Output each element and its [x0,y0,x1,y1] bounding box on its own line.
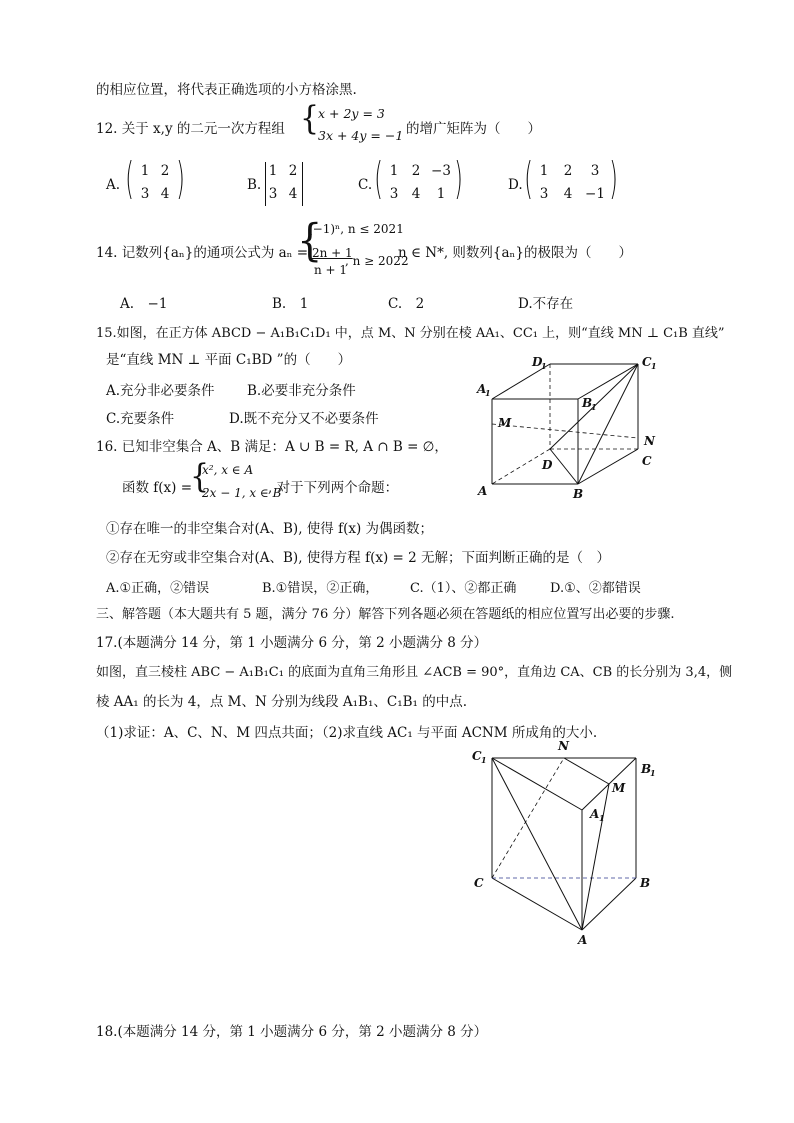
cube-figure [470,352,670,502]
matrix-cell: −1 [585,186,605,202]
q16-function-suffix: , 对于下列两个命题： [268,480,399,496]
q14-stem: 14. 记数列{aₙ}的通项公式为 aₙ = [96,245,309,261]
prism-label-b: B [640,876,651,890]
prism-label-c1: C [472,749,482,763]
matrix-cell: 3 [268,186,278,202]
q17-body-line-3: （1)求证：A、C、N、M 四点共面；（2)求直线 AC₁ 与平面 ACNM 所成角的大小. [96,725,598,741]
prism-label-m: M [612,781,626,795]
q16-proposition-2: ②存在无穷或非空集合对(A、B), 使得方程 f(x) = 2 无解；下面判断正确的是（ ） [106,550,610,566]
q14-option-b[interactable]: B. 1 [272,296,309,312]
prism-label-a1: A [590,807,600,821]
q12-option-a-label[interactable]: A. [106,177,121,193]
cube-label-b: B [573,487,584,501]
matrix-cell: 3 [539,186,549,202]
matrix-cell: 1 [268,163,278,179]
q14-option-c[interactable]: C. 2 [388,296,425,312]
q12-option-c-label[interactable]: C. [358,177,373,193]
right-paren: ) [176,153,185,204]
q16-function-prefix: 函数 f(x) = [122,480,193,496]
q16-option-c[interactable]: C.（1）、②都正确 [410,581,517,596]
q12-suffix: 的增广矩阵为（ ） [406,121,541,137]
q16-option-a[interactable]: A.①正确，②错误 [106,581,210,596]
q16-case-2: 2x − 1, x ∈ B [202,486,282,500]
matrix-cell: 1 [539,163,549,179]
intro-text: 的相应位置，将代表正确选项的小方格涂黑. [96,82,357,98]
prism-label-subscript: 1 [481,755,487,765]
left-paren: ( [125,153,134,204]
matrix-cell: 3 [389,186,399,202]
cube-label-a: A [478,484,488,498]
prism-label-a: A [578,933,588,947]
matrix-cell: 1 [436,186,446,202]
q12-number: 12. [96,121,122,137]
matrix-cell: −3 [431,163,451,179]
q12-equation-2: 3x + 4y = −1 [318,128,404,143]
q14-case-1: (−1)ⁿ, n ≤ 2021 [308,222,404,236]
cube-label-b1: B [582,396,593,410]
q14-brace: { [297,215,323,267]
q12-brace: { [300,99,320,138]
q17-body-line-2: 棱 AA₁ 的长为 4，点 M、N 分别为线段 A₁B₁、C₁B₁ 的中点. [96,694,468,710]
matrix-cell: 3 [590,163,600,179]
q14-suffix: n ∈ N*, 则数列{aₙ}的极限为（ ） [398,245,632,261]
cube-label-d1: D [532,355,543,369]
q16-brace: { [190,457,210,496]
left-paren: ( [374,153,383,204]
matrix-cell: 4 [288,186,298,202]
cube-label-subscript: 1 [541,361,547,371]
cube-label-n: N [644,434,655,448]
prism-label-n: N [558,739,569,753]
determinant-bar [302,162,303,206]
q16-stem: 16. 已知非空集合 A、B 满足：A ∪ B = R, A ∩ B = ∅， [96,439,448,455]
q14-option-a[interactable]: A. −1 [120,296,168,312]
matrix-cell: 4 [563,186,573,202]
cube-label-c: C [642,454,652,468]
q16-option-b[interactable]: B.①错误，②正确， [262,581,379,596]
q12-equation-1: x + 2y = 3 [318,106,385,121]
matrix-cell: 1 [140,163,150,179]
q12-prefix [96,117,285,137]
q16-case-1: x², x ∈ A [202,463,254,477]
q15-option-a[interactable]: A.充分非必要条件 [106,383,215,399]
cube-label-subscript: 1 [591,402,597,412]
prism-label-b1: B [641,762,652,776]
matrix-cell: 4 [160,186,170,202]
q14-case-2-denominator: n + 1 [314,263,348,277]
q14-option-d[interactable]: D.不存在 [518,296,574,312]
cube-label-c1: C [642,355,652,369]
q17-body-line-1: 如图，直三棱柱 ABC − A₁B₁C₁ 的底面为直角三角形且 ∠ACB = 90°，直角边 CA、CB 的长分别为 3,4，侧 [96,665,733,680]
matrix-cell: 2 [160,163,170,179]
matrix-cell: 2 [411,163,421,179]
prism-label-subscript: 1 [650,768,656,778]
matrix-cell: 1 [389,163,399,179]
q12-stem: 关于 x,y 的二元一次方程组 [121,121,285,137]
q12-option-d-label[interactable]: D. [508,177,523,193]
q18-header: 18.(本题满分 14 分，第 1 小题满分 6 分，第 2 小题满分 8 分） [96,1024,488,1040]
cube-label-d: D [542,458,553,472]
q12-option-b-label[interactable]: B. [247,177,262,193]
prism-label-c: C [474,876,484,890]
cube-label-subscript: 1 [485,388,491,398]
q14-case-2-numerator: 2n + 1 [312,246,353,260]
prism-figure [462,738,682,958]
q14-case-2-condition: , n ≥ 2022 [345,254,409,268]
cube-label-a1: A [477,382,487,396]
prism-label-subscript: 1 [599,813,605,823]
matrix-cell: 3 [140,186,150,202]
matrix-cell: 2 [288,163,298,179]
right-paren: ) [609,153,618,204]
left-paren: ( [524,153,533,204]
q15-option-b[interactable]: B.必要非充分条件 [247,383,356,399]
right-paren: ) [454,153,463,204]
matrix-cell: 2 [563,163,573,179]
cube-label-subscript: 1 [651,361,657,371]
q15-option-c[interactable]: C.充要条件 [106,411,175,427]
cube-label-m: M [498,416,512,430]
q15-option-d[interactable]: D.既不充分又不必要条件 [229,411,379,427]
q17-header: 17.(本题满分 14 分，第 1 小题满分 6 分，第 2 小题满分 8 分） [96,635,488,651]
section-3-heading: 三、解答题（本大题共有 5 题，满分 76 分）解答下列各题必须在答题纸的相应位置写出必要的步骤. [96,607,675,622]
q16-option-d[interactable]: D.①、②都错误 [550,581,641,596]
q16-proposition-1: ①存在唯一的非空集合对(A、B), 使得 f(x) 为偶函数； [106,521,434,537]
q15-stem-line-1: 15.如图，在正方体 ABCD − A₁B₁C₁D₁ 中，点 M、N 分别在棱 AA₁、CC₁ 上，则“直线 MN ⊥ C₁B 直线” [96,326,725,341]
q15-stem-line-2: 是“直线 MN ⊥ 平面 C₁BD ”的（ ） [106,352,352,368]
matrix-cell: 4 [411,186,421,202]
